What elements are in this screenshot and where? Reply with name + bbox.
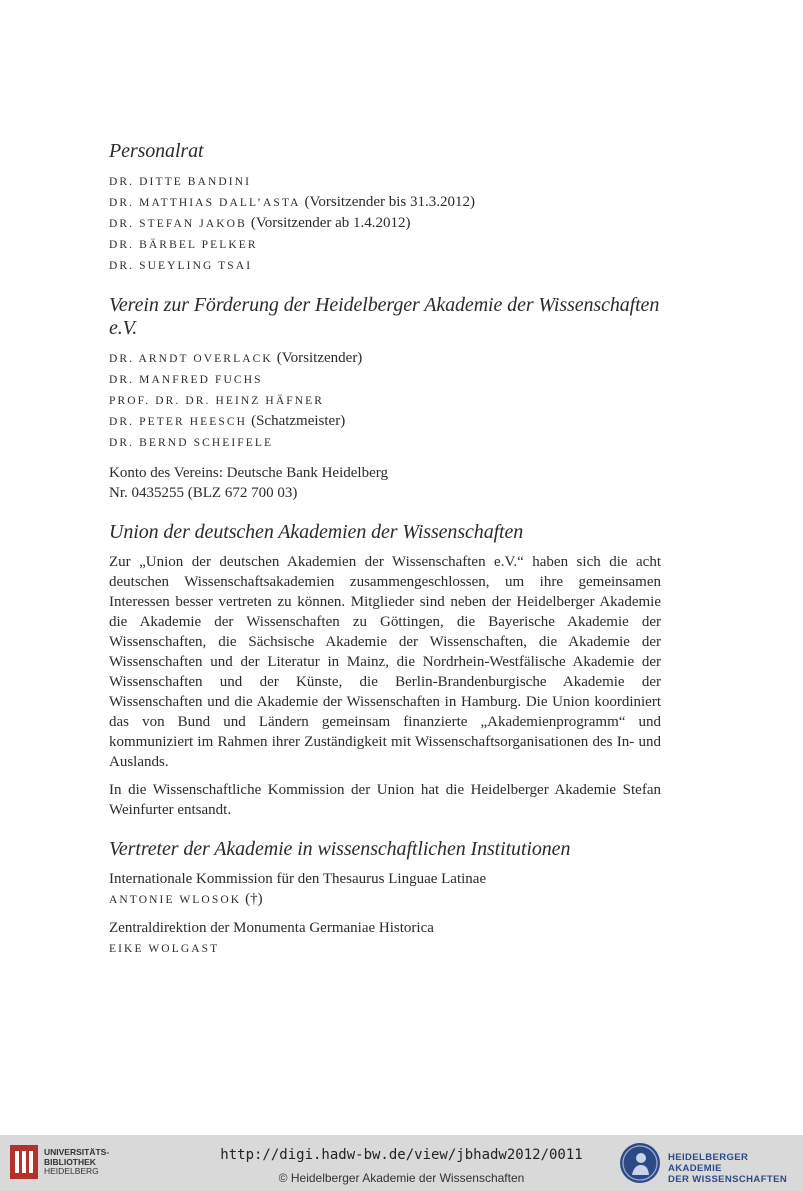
section-heading: Vertreter der Akademie in wissenschaftlichen Institutionen bbox=[109, 838, 571, 860]
member-name: EIKE WOLGAST bbox=[109, 943, 220, 955]
section-heading: Union der deutschen Akademien der Wissenschaften bbox=[109, 521, 524, 543]
member-line bbox=[109, 348, 661, 369]
member-note: (Schatzmeister) bbox=[251, 413, 346, 429]
academy-name-line: HEIDELBERGER AKADEMIE bbox=[668, 1152, 749, 1174]
academy-seal-icon bbox=[620, 1143, 660, 1183]
seal-portrait-icon bbox=[620, 1143, 660, 1183]
section-personalrat bbox=[109, 140, 661, 276]
member-line bbox=[109, 234, 661, 255]
member-name: DR. ARNDT OVERLACK bbox=[109, 353, 273, 365]
member-name: PROF. DR. DR. HEINZ HÄFNER bbox=[109, 395, 325, 407]
institution-name: Internationale Kommission für den Thesaurus Linguae Latinae bbox=[109, 871, 487, 887]
section-vertreter bbox=[109, 838, 661, 959]
member-line bbox=[109, 171, 661, 192]
member-name: DR. BERND SCHEIFELE bbox=[109, 437, 274, 449]
library-name-line: UNIVERSITÄTS- bbox=[44, 1147, 110, 1157]
library-name-line: BIBLIOTHEK bbox=[44, 1156, 96, 1167]
institution-entry bbox=[109, 869, 661, 910]
member-line bbox=[109, 938, 661, 959]
member-line bbox=[109, 411, 661, 432]
member-name: DR. MANFRED FUCHS bbox=[109, 374, 263, 386]
member-note: (Vorsitzender) bbox=[276, 350, 363, 366]
institution-entry bbox=[109, 918, 661, 959]
body-paragraph: Zur „Union der deutschen Akademien der Wissenschaften e.V.“ haben sich die acht deutschen Wissenschaftsakademien zusammengeschlossen, um ihre gemeinsamen Interessen besser vertreten zu können. Mitglieder sind neben der Heidelberger Akademie die Akademie der Wissenschaften zu Göttingen, die Bayerische Akademie der Wissenschaften, die Sächsische Akademie der Wissenschaften, die Akademie der Wissenschaften und der Literatur in Mainz, die Nordrhein-Westfälische Akademie der Wissenschaften und der Künste, die Berlin-Brandenburgische Akademie der Wissenschaften und die Akademie der Wissenschaften in Hamburg. Die Union koordiniert das von Bund und Ländern gemeinsam finanzierte „Akademienprogramm“ und kommuniziert im Rahmen ihrer Zuständigkeit mit Wissenschaftsorganisationen des In- und Auslands. bbox=[109, 554, 661, 770]
member-note: (†) bbox=[245, 891, 263, 907]
member-line bbox=[109, 369, 661, 390]
member-name: DR. MATTHIAS DALL’ASTA bbox=[109, 197, 301, 209]
section-union bbox=[109, 521, 661, 820]
konto-number: Nr. 0435255 (BLZ 672 700 03) bbox=[109, 485, 298, 501]
member-note: (Vorsitzender bis 31.3.2012) bbox=[304, 194, 476, 210]
member-line bbox=[109, 432, 661, 453]
institution-name: Zentraldirektion der Monumenta Germaniae Historica bbox=[109, 920, 434, 936]
page-content bbox=[109, 140, 661, 977]
member-name: DR. STEFAN JAKOB bbox=[109, 218, 247, 230]
member-name: DR. BÄRBEL PELKER bbox=[109, 239, 258, 251]
member-name: DR. SUEYLING TSAI bbox=[109, 260, 253, 272]
member-line bbox=[109, 255, 661, 276]
member-line bbox=[109, 390, 661, 411]
academy-name bbox=[668, 1152, 800, 1185]
academy-logo[interactable] bbox=[620, 1141, 800, 1185]
section-heading: Personalrat bbox=[109, 140, 204, 162]
permalink-url[interactable]: http://digi.hadw-bw.de/view/jbhadw2012/0011 bbox=[220, 1147, 583, 1163]
body-paragraph: In die Wissenschaftliche Kommission der Union hat die Heidelberger Akademie Stefan Weinfurter entsandt. bbox=[109, 782, 661, 818]
member-line bbox=[109, 213, 661, 234]
member-line bbox=[109, 192, 661, 213]
konto-line: Konto des Vereins: Deutsche Bank Heidelberg bbox=[109, 465, 388, 481]
copyright-notice: © Heidelberger Akademie der Wissenschaften bbox=[278, 1171, 525, 1185]
academy-name-line: DER WISSENSCHAFTEN bbox=[668, 1174, 788, 1185]
member-line bbox=[109, 889, 661, 910]
section-heading: Verein zur Förderung der Heidelberger Akademie der Wissenschaften e.V. bbox=[109, 294, 660, 339]
member-name: DR. PETER HEESCH bbox=[109, 416, 248, 428]
section-verein bbox=[109, 294, 661, 503]
member-name: ANTONIE WLOSOK bbox=[109, 894, 242, 906]
library-name-line: HEIDELBERG bbox=[44, 1166, 99, 1176]
member-note: (Vorsitzender ab 1.4.2012) bbox=[250, 215, 411, 231]
member-name: DR. DITTE BANDINI bbox=[109, 176, 252, 188]
viewer-footer bbox=[0, 1135, 803, 1191]
